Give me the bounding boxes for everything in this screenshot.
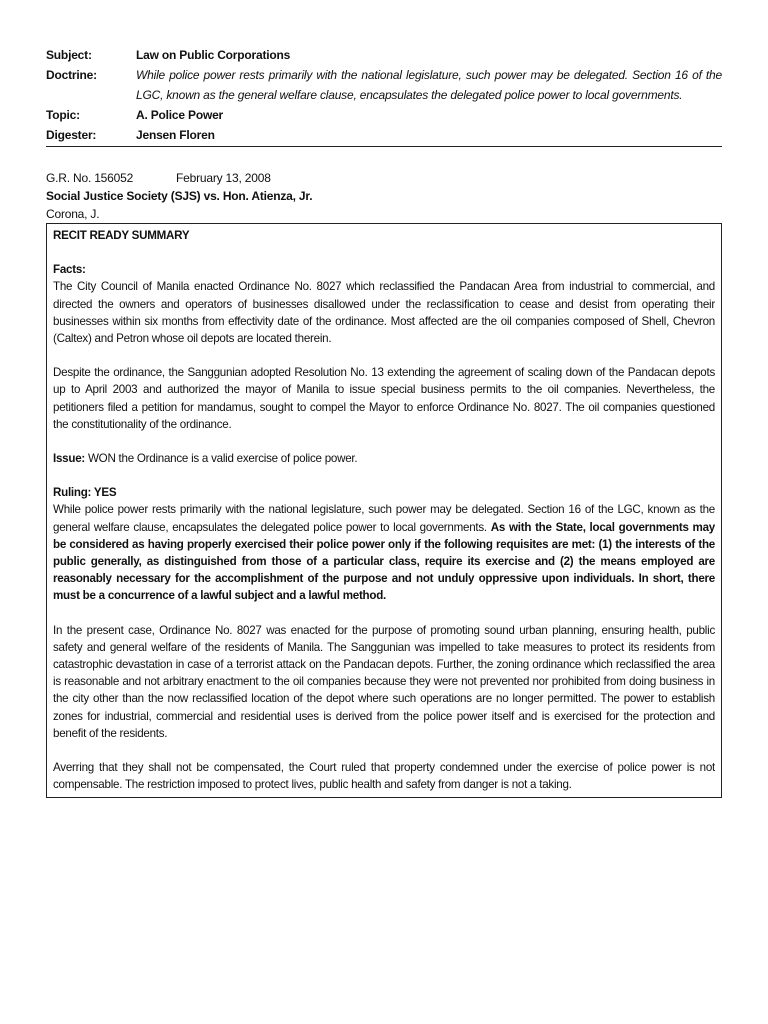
doctrine-value: While police power rests primarily with the national legislature, such power may be delegated. Section 16 of the LGC, known as the general welfare clause, encapsulates the delegated police power to local governments.: [136, 68, 722, 102]
ruling-p1-requisites: As with the State, local governments may be considered as having properly exercised their police power only if the following requisites are met: (1) the interests of the public generally, as distinguished from those of a particular class, require its exercise and (2) the means employed are reasonably necessary for the accomplishment of the purpose and not unduly oppressive upon individuals. In short, there must be a concurrence of a lawful subject and a lawful method.: [53, 520, 716, 603]
document-page: [46, 45, 722, 798]
topic-label: Topic:: [46, 108, 80, 122]
digester-value: Jensen Floren: [136, 128, 215, 142]
ruling-heading: Ruling: YES: [53, 486, 117, 500]
facts-paragraph-1: The City Council of Manila enacted Ordinance No. 8027 which reclassified the Pandacan Area from industrial to commercial, and directed the owners and operators of businesses disallowed under the reclassification to cease and desist from operating their businesses within six months from effectivity date of the ordinance. Most affected are the oil companies composed of Shell, Chevron (Caltex) and Petron whose oil depots are located therein.: [53, 280, 715, 346]
issue-text: WON the Ordinance is a valid exercise of police power.: [85, 452, 358, 466]
topic-row: [46, 105, 722, 125]
summary-title: RECIT READY SUMMARY: [53, 229, 190, 242]
case-date: February 13, 2008: [176, 171, 271, 185]
subject-row: [46, 45, 722, 65]
issue-paragraph: [53, 450, 715, 467]
issue-label: Issue:: [53, 452, 86, 466]
facts-heading: Facts:: [53, 263, 86, 277]
subject-label: Subject:: [46, 48, 92, 62]
ponente: Corona, J.: [46, 207, 100, 221]
ruling-p1-text: While police power rests primarily with the national legislature, such power may be delegated. Section 16 of the LGC, known as the general welfare clause, encapsulates the delegated police power to local governments.: [53, 503, 715, 534]
recit-summary-box: [46, 223, 722, 798]
case-info: [46, 169, 722, 223]
case-title: Social Justice Society (SJS) vs. Hon. Atienza, Jr.: [46, 189, 313, 203]
subject-value: Law on Public Corporations: [136, 48, 291, 62]
ruling-paragraph-3: Averring that they shall not be compensated, the Court ruled that property condemned under the exercise of police power is not compensable. The restriction imposed to protect lives, public health and safety from danger is not a taking.: [53, 761, 715, 792]
ruling-paragraph-2: In the present case, Ordinance No. 8027 was enacted for the purpose of promoting sound urban planning, ensuring health, public safety and general welfare of the residents of Manila. The Sanggunian was impelled to take measures to protect its residents from catastrophic devastation in case of a terrorist attack on the Pandacan depots. Further, the zoning ordinance which reclassified the area is reasonable and not arbitrary enactment to the oil companies because they were not prevented nor prohibited from doing business in the city other than the now reclassified location of the depot where such operations are no longer permitted. The power to establish zones for industrial, commercial and residential uses is derived from the police power itself and is exercised for the protection and benefit of the residents.: [53, 623, 715, 740]
digester-label: Digester:: [46, 128, 97, 142]
case-number-line: [46, 169, 722, 187]
facts-paragraph-2: Despite the ordinance, the Sanggunian adopted Resolution No. 13 extending the agreement of scaling down of the Pandacan depots up to April 2003 and authorized the mayor of Manila to issue special business permits to the oil companies. Nevertheless, the petitioners filed a petition for mandamus, sought to compel the Mayor to enforce Ordinance No. 8027. The oil companies questioned the constitutionality of the ordinance.: [53, 366, 715, 431]
digester-row: [46, 125, 722, 145]
doctrine-row: [46, 65, 722, 105]
topic-value: A. Police Power: [136, 108, 224, 122]
ruling-paragraph-1: [53, 501, 715, 604]
gr-number: G.R. No. 156052: [46, 171, 134, 185]
digest-header: [46, 45, 722, 147]
header-divider: [46, 146, 722, 147]
doctrine-label: Doctrine:: [46, 68, 97, 82]
